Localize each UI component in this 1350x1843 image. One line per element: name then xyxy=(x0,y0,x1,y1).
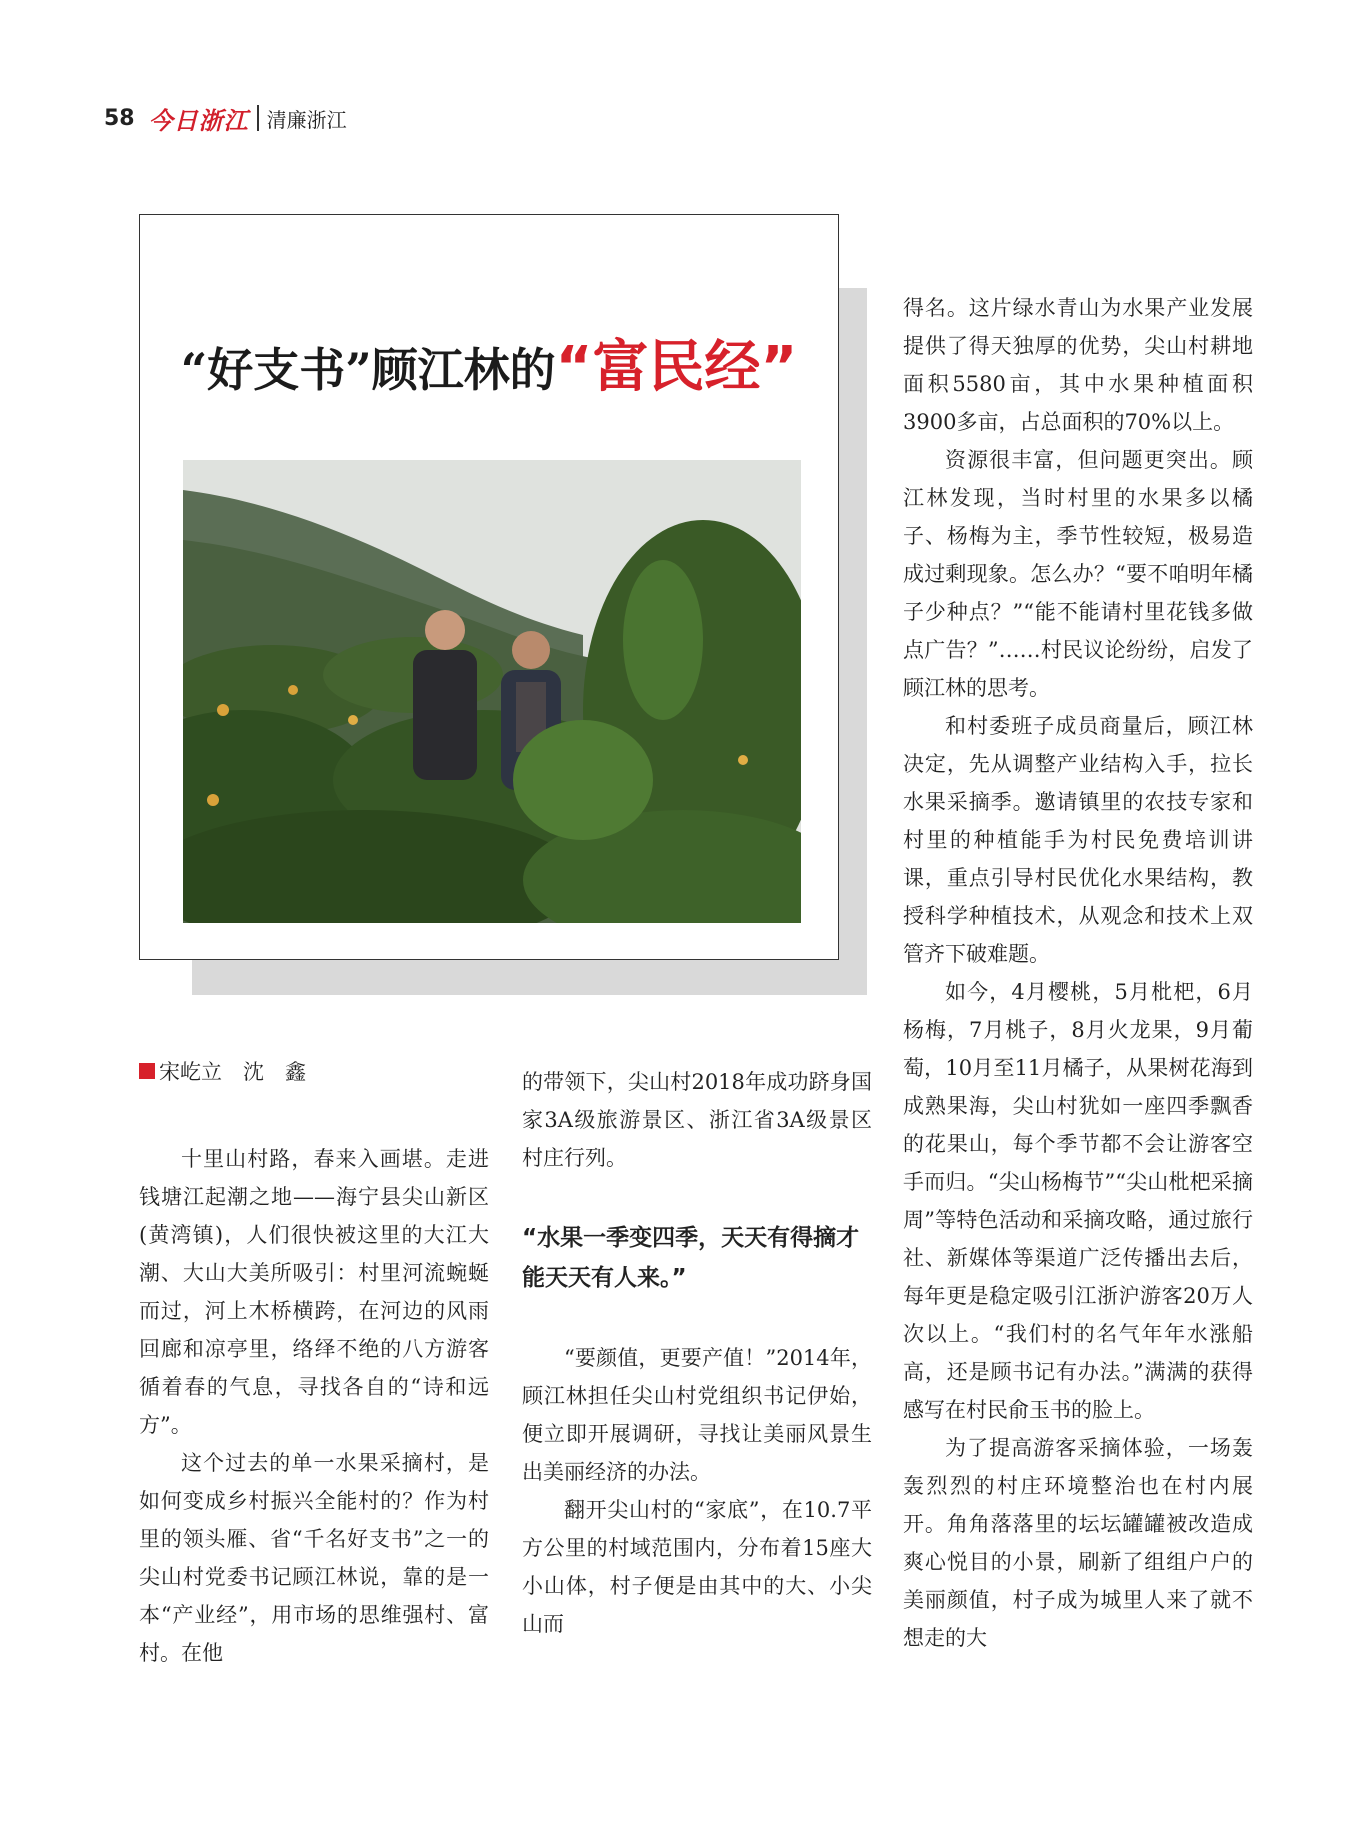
pull-quote: “水果一季变四季，天天有得摘才能天天有人来。” xyxy=(522,1225,860,1291)
orchard-photo xyxy=(183,460,801,923)
col2-paragraph-1: “要颜值，更要产值！”2014年，顾江林担任尖山村党组织书记伊始，便立即开展调研，寻找让美丽风景生出美丽经济的办法。 xyxy=(522,1346,872,1484)
col1-paragraph-1: 十里山村路，春来入画堪。走进钱塘江起潮之地——海宁县尖山新区(黄湾镇)，人们很快被这里的大江大潮、大山大美所吸引：村里河流蜿蜒而过，河上木桥横跨，在河边的风雨回廊和凉亭里，络绎不绝的八方游客循着春的气息，寻找各自的“诗和远方”。 xyxy=(139,1147,489,1437)
byline-authors: 宋屹立 沈 鑫 xyxy=(159,1060,306,1084)
column-2-top xyxy=(522,1063,872,1177)
page-number: 58 xyxy=(104,105,135,131)
column-3 xyxy=(903,289,1253,1657)
col3-paragraph-4: 如今，4月樱桃，5月枇杷，6月杨梅，7月桃子，8月火龙果，9月葡萄，10月至11月橘子，从果树花海到成熟果海，尖山村犹如一座四季飘香的花果山，每个季节都不会让游客空手而归。“尖山杨梅节”“尖山枇杷采摘周”等特色活动和采摘攻略，通过旅行社、新媒体等渠道广泛传播出去后，每年更是稳定吸引江浙沪游客20万人次以上。“我们村的名气年年水涨船高，还是顾书记有办法。”满满的获得感写在村民俞玉书的脸上。 xyxy=(903,980,1253,1422)
col2-paragraph-continued: 的带领下，尖山村2018年成功跻身国家3A级旅游景区、浙江省3A级景区村庄行列。 xyxy=(522,1070,872,1170)
col3-paragraph-5: 为了提高游客采摘体验，一场轰轰烈烈的村庄环境整治也在村内展开。角角落落里的坛坛罐罐被改造成爽心悦目的小景，刷新了组组户户的美丽颜值，村子成为城里人来了就不想走的大 xyxy=(903,1436,1253,1650)
byline-marker-icon xyxy=(139,1063,155,1079)
col2-paragraph-2: 翻开尖山村的“家底”，在10.7平方公里的村域范围内，分布着15座大小山体，村子便是由其中的大、小尖山而 xyxy=(522,1498,872,1636)
col3-paragraph-1: 得名。这片绿水青山为水果产业发展提供了得天独厚的优势，尖山村耕地面积5580亩，其中水果种植面积3900多亩，占总面积的70%以上。 xyxy=(903,296,1253,434)
header-divider xyxy=(257,105,259,131)
article-title xyxy=(140,323,838,403)
orchard-photo-illustration xyxy=(183,460,801,923)
title-prefix: “好支书”顾江林的 xyxy=(180,343,556,397)
col1-paragraph-2: 这个过去的单一水果采摘村，是如何变成乡村振兴全能村的？作为村里的领头雁、省“千名好支书”之一的尖山村党委书记顾江林说，靠的是一本“产业经”，用市场的思维强村、富村。在他 xyxy=(139,1451,489,1665)
col3-paragraph-3: 和村委班子成员商量后，顾江林决定，先从调整产业结构入手，拉长水果采摘季。邀请镇里的农技专家和村里的种植能手为村民免费培训讲课，重点引导村民优化水果结构，教授科学种植技术，从观念和技术上双管齐下破难题。 xyxy=(903,714,1253,966)
col3-paragraph-2: 资源很丰富，但问题更突出。顾江林发现，当时村里的水果多以橘子、杨梅为主，季节性较短，极易造成过剩现象。怎么办？“要不咱明年橘子少种点？”“能不能请村里花钱多做点广告？”……村民议论纷纷，启发了顾江林的思考。 xyxy=(903,448,1253,700)
title-highlight: “富民经” xyxy=(555,335,798,400)
byline xyxy=(139,1056,306,1086)
page-header xyxy=(104,100,347,136)
section-name: 清廉浙江 xyxy=(266,107,347,132)
column-2-bottom xyxy=(522,1339,872,1643)
title-box xyxy=(139,214,839,960)
magazine-logo: 今日浙江 xyxy=(148,105,249,135)
column-1 xyxy=(139,1140,489,1672)
